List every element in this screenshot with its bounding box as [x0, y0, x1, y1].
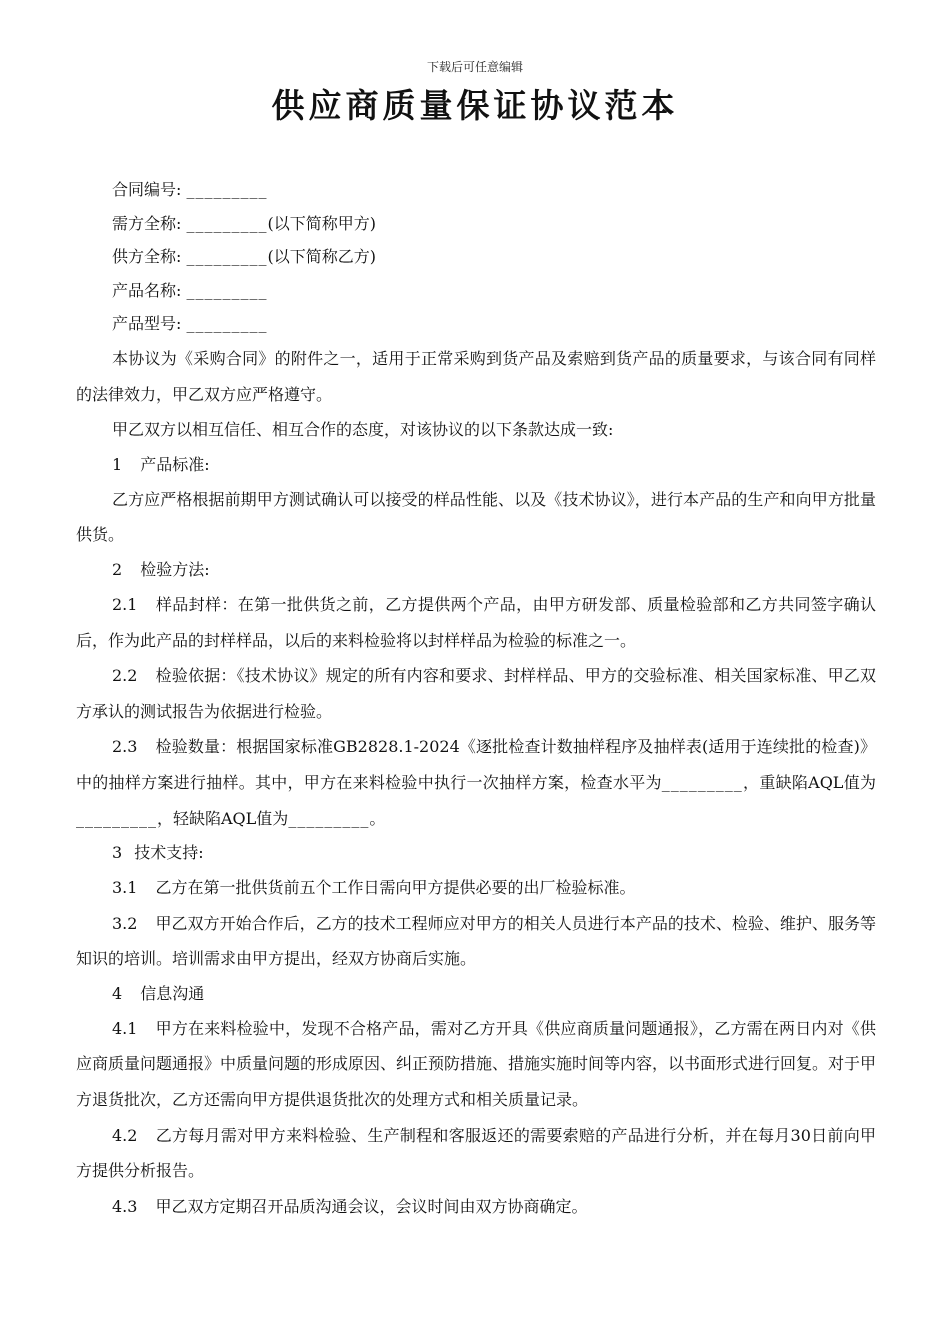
clause-text: 乙方在第一批供货前五个工作日需向甲方提供必要的出厂检验标准。 [155, 878, 636, 898]
section-1-text: 乙方应严格根据前期甲方测试确认可以接受的样品性能、以及《技术协议》，进行本产品的生产和向甲方批量供货。 [76, 489, 876, 545]
field-product-model [76, 307, 876, 341]
clause-2-3 [76, 729, 876, 836]
clause-4-2 [76, 1118, 876, 1189]
field-blank: _________ [186, 280, 268, 300]
field-label: 产品型号: [112, 314, 182, 334]
clause-4-1 [76, 1011, 876, 1118]
section-2-heading [76, 553, 876, 587]
clause-number: 2.3 [112, 737, 138, 757]
clause-text: ，轻缺陷AQL值为 [157, 808, 289, 828]
clause-number: 2.1 [112, 594, 138, 614]
clause-text: 乙方每月需对甲方来料检验、生产制程和客服返还的需要索赔的产品进行分析，并在每月30日前向甲方提供分析报告。 [76, 1125, 876, 1181]
field-suffix: (以下简称甲方) [267, 213, 376, 233]
field-product-name [76, 274, 876, 308]
section-number: 3 [112, 843, 123, 863]
clause-text: 甲乙双方定期召开品质沟通会议，会议时间由双方协商确定。 [155, 1196, 588, 1216]
field-label: 需方全称: [112, 213, 182, 233]
field-blank: _________ [186, 247, 268, 267]
clause-text: 检验依据：《技术协议》规定的所有内容和要求、封样样品、甲方的交验标准、相关国家标准、甲乙双方承认的测试报告为依据进行检验。 [76, 666, 876, 721]
clause-text: 检验数量：根据国家标准GB2828.1-2024《逐批检查计数抽样程序及抽样表(适用于连续批的检查)》中的抽样方案进行抽样。其中，甲方在来料检验中执行一次抽样方案，检查水平为 [76, 737, 876, 792]
major-aql-blank: _________ [76, 808, 157, 828]
section-title: 技术支持: [134, 843, 204, 863]
clause-text: 甲方在来料检验中，发现不合格产品，需对乙方开具《供应商质量问题通报》，乙方需在两日内对《供应商质量问题通报》中质量问题的形成原因、纠正预防措施、措施实施时间等内容，以书面形式进行回复。对于甲方退货批次，乙方还需向甲方提供退货批次的处理方式和相关质量记录。 [76, 1018, 877, 1110]
clause-number: 4.1 [112, 1018, 138, 1038]
field-supplier-name [76, 240, 876, 274]
field-label: 供方全称: [112, 247, 182, 267]
field-label: 合同编号: [112, 180, 182, 199]
section-title: 信息沟通 [140, 983, 205, 1003]
field-blank: _________ [186, 314, 268, 334]
section-title: 检验方法: [140, 559, 210, 579]
field-label: 产品名称: [112, 280, 182, 300]
clause-4-3 [76, 1189, 876, 1225]
intro-paragraph: 本协议为《采购合同》的附件之一，适用于正常采购到货产品及索赔到货产品的质量要求，与该合同有同样的法律效力，甲乙双方应严格遵守。 [76, 348, 876, 404]
inspection-level-blank: _________ [661, 772, 743, 792]
clause-text: ，重缺陷AQL值为 [742, 772, 876, 792]
section-1-heading [76, 448, 876, 482]
clause-number: 4.3 [112, 1196, 138, 1216]
clause-text: 甲乙双方开始合作后，乙方的技术工程师应对甲方的相关人员进行本产品的技术、检验、维护、服务等知识的培训。培训需求由甲方提出，经双方协商后实施。 [76, 913, 876, 969]
clause-3-2 [76, 906, 876, 977]
clause-3-1 [76, 870, 876, 906]
document-title: 供应商质量保证协议范本 [271, 86, 679, 125]
minor-aql-blank: _________ [288, 808, 370, 828]
field-blank: _________ [186, 213, 268, 233]
clause-text: 样品封样：在第一批供货之前，乙方提供两个产品，由甲方研发部、质量检验部和乙方共同签字确认后，作为此产品的封样样品，以后的来料检验将以封样样品为检验的标准之一。 [76, 594, 876, 650]
clause-number: 3.2 [112, 913, 138, 933]
header-note: 下载后可任意编辑 [426, 60, 523, 74]
field-buyer-name [76, 207, 876, 241]
clause-2-2 [76, 658, 876, 729]
section-title: 产品标准: [140, 454, 210, 474]
section-number: 2 [112, 559, 123, 579]
section-number: 1 [112, 454, 123, 474]
clause-number: 4.2 [112, 1125, 138, 1145]
clause-number: 3.1 [112, 878, 138, 898]
agreement-paragraph: 甲乙双方以相互信任、相互合作的态度，对该协议的以下条款达成一致: [112, 420, 614, 440]
clause-number: 2.2 [112, 666, 138, 686]
clause-text: 。 [369, 808, 386, 828]
document-body [76, 173, 876, 1224]
field-contract-number [76, 173, 876, 207]
section-3-heading [76, 836, 876, 870]
section-4-heading [76, 977, 876, 1011]
clause-2-1 [76, 587, 876, 658]
field-suffix: (以下简称乙方) [267, 247, 376, 267]
field-blank: _________ [186, 180, 268, 199]
section-number: 4 [112, 983, 123, 1003]
